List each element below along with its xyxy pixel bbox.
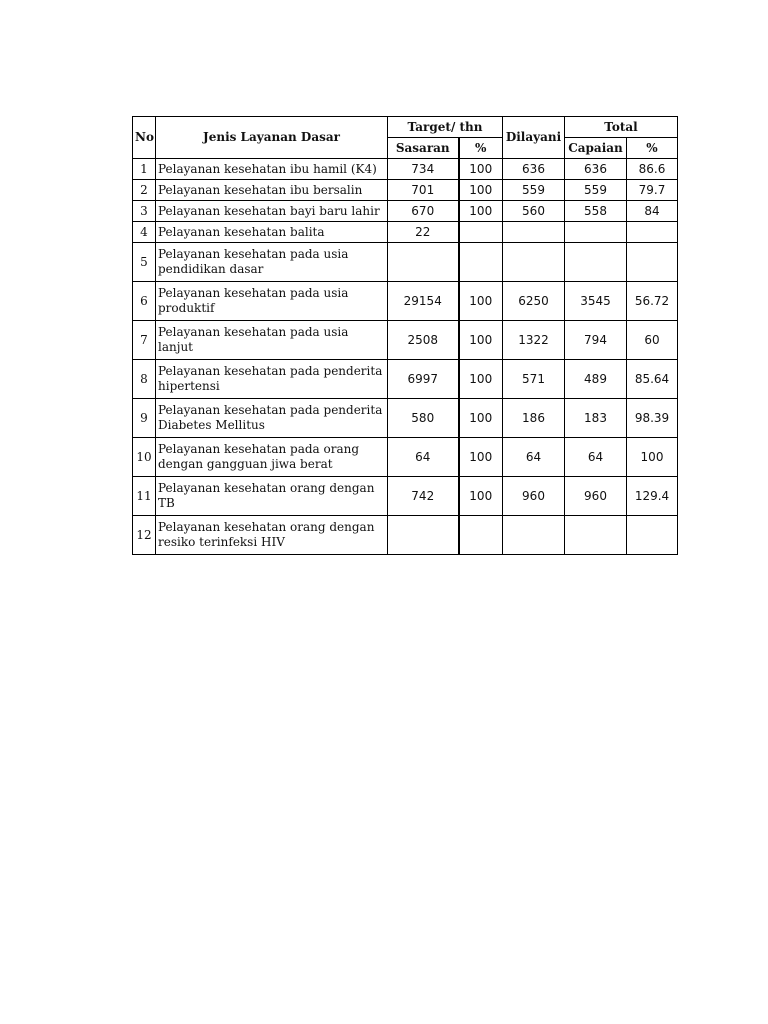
row-target-pct: 100: [459, 360, 503, 399]
row-no: 3: [133, 201, 156, 222]
row-target-pct: 100: [459, 477, 503, 516]
row-no: 2: [133, 180, 156, 201]
header-total: Total: [565, 117, 678, 138]
table-row: [133, 321, 678, 360]
row-service-name: Pelayanan kesehatan balita: [156, 222, 388, 243]
row-target-pct: 100: [459, 399, 503, 438]
row-dilayani: [503, 222, 565, 243]
row-sasaran: 29154: [388, 282, 459, 321]
row-service-name: Pelayanan kesehatan pada penderita hipertensi: [156, 360, 388, 399]
row-target-pct: 100: [459, 159, 503, 180]
header-capaian: Capaian: [565, 138, 627, 159]
row-no: 5: [133, 243, 156, 282]
row-target-pct: [459, 243, 503, 282]
row-dilayani: 1322: [503, 321, 565, 360]
row-sasaran: 734: [388, 159, 459, 180]
row-service-name: Pelayanan kesehatan ibu hamil (K4): [156, 159, 388, 180]
row-dilayani: 571: [503, 360, 565, 399]
table-row: [133, 180, 678, 201]
row-dilayani: 636: [503, 159, 565, 180]
row-capaian: [565, 243, 627, 282]
row-sasaran: 580: [388, 399, 459, 438]
row-capaian: 636: [565, 159, 627, 180]
header-target-pct: %: [459, 138, 503, 159]
row-total-pct: 56.72: [627, 282, 678, 321]
row-no: 12: [133, 516, 156, 555]
table-row: [133, 360, 678, 399]
row-dilayani: 559: [503, 180, 565, 201]
row-target-pct: 100: [459, 321, 503, 360]
header-jenis: Jenis Layanan Dasar: [156, 117, 388, 159]
row-target-pct: 100: [459, 438, 503, 477]
row-target-pct: [459, 222, 503, 243]
row-service-name: Pelayanan kesehatan orang dengan TB: [156, 477, 388, 516]
row-total-pct: 60: [627, 321, 678, 360]
row-service-name: Pelayanan kesehatan pada usia produktif: [156, 282, 388, 321]
table-row: [133, 399, 678, 438]
row-sasaran: 670: [388, 201, 459, 222]
row-target-pct: 100: [459, 282, 503, 321]
row-capaian: 794: [565, 321, 627, 360]
row-dilayani: 186: [503, 399, 565, 438]
table-row: [133, 222, 678, 243]
header-row-top: [133, 117, 678, 138]
row-capaian: [565, 222, 627, 243]
row-dilayani: [503, 516, 565, 555]
row-dilayani: 960: [503, 477, 565, 516]
row-dilayani: 64: [503, 438, 565, 477]
table-row: [133, 438, 678, 477]
row-total-pct: 98.39: [627, 399, 678, 438]
row-target-pct: 100: [459, 180, 503, 201]
table-row: [133, 477, 678, 516]
row-capaian: 3545: [565, 282, 627, 321]
table-row: [133, 243, 678, 282]
row-service-name: Pelayanan kesehatan pada usia pendidikan dasar: [156, 243, 388, 282]
row-capaian: 960: [565, 477, 627, 516]
row-sasaran: 742: [388, 477, 459, 516]
row-service-name: Pelayanan kesehatan pada penderita Diabetes Mellitus: [156, 399, 388, 438]
row-no: 11: [133, 477, 156, 516]
row-total-pct: [627, 222, 678, 243]
row-total-pct: [627, 243, 678, 282]
row-capaian: [565, 516, 627, 555]
row-target-pct: 100: [459, 201, 503, 222]
row-no: 10: [133, 438, 156, 477]
header-target: Target/ thn: [388, 117, 503, 138]
table-body: [133, 159, 678, 555]
row-service-name: Pelayanan kesehatan pada usia lanjut: [156, 321, 388, 360]
row-capaian: 64: [565, 438, 627, 477]
row-total-pct: 79.7: [627, 180, 678, 201]
row-no: 4: [133, 222, 156, 243]
row-sasaran: 22: [388, 222, 459, 243]
table-row: [133, 282, 678, 321]
row-capaian: 183: [565, 399, 627, 438]
row-sasaran: 701: [388, 180, 459, 201]
table-row: [133, 516, 678, 555]
row-service-name: Pelayanan kesehatan orang dengan resiko terinfeksi HIV: [156, 516, 388, 555]
row-no: 7: [133, 321, 156, 360]
row-sasaran: [388, 243, 459, 282]
row-service-name: Pelayanan kesehatan bayi baru lahir: [156, 201, 388, 222]
row-capaian: 489: [565, 360, 627, 399]
row-dilayani: [503, 243, 565, 282]
table-row: [133, 201, 678, 222]
row-no: 6: [133, 282, 156, 321]
row-capaian: 559: [565, 180, 627, 201]
header-dilayani: Dilayani: [503, 117, 565, 159]
row-no: 1: [133, 159, 156, 180]
row-total-pct: 84: [627, 201, 678, 222]
row-total-pct: 100: [627, 438, 678, 477]
row-total-pct: 129.4: [627, 477, 678, 516]
header-total-pct: %: [627, 138, 678, 159]
row-sasaran: 6997: [388, 360, 459, 399]
row-service-name: Pelayanan kesehatan ibu bersalin: [156, 180, 388, 201]
header-sasaran: Sasaran: [388, 138, 459, 159]
row-no: 9: [133, 399, 156, 438]
header-no: No: [133, 117, 156, 159]
row-total-pct: 86.6: [627, 159, 678, 180]
row-dilayani: 560: [503, 201, 565, 222]
row-no: 8: [133, 360, 156, 399]
row-target-pct: [459, 516, 503, 555]
row-sasaran: [388, 516, 459, 555]
service-table: [132, 116, 678, 555]
table-row: [133, 159, 678, 180]
row-capaian: 558: [565, 201, 627, 222]
row-total-pct: [627, 516, 678, 555]
row-sasaran: 2508: [388, 321, 459, 360]
row-total-pct: 85.64: [627, 360, 678, 399]
row-dilayani: 6250: [503, 282, 565, 321]
row-sasaran: 64: [388, 438, 459, 477]
row-service-name: Pelayanan kesehatan pada orang dengan gangguan jiwa berat: [156, 438, 388, 477]
